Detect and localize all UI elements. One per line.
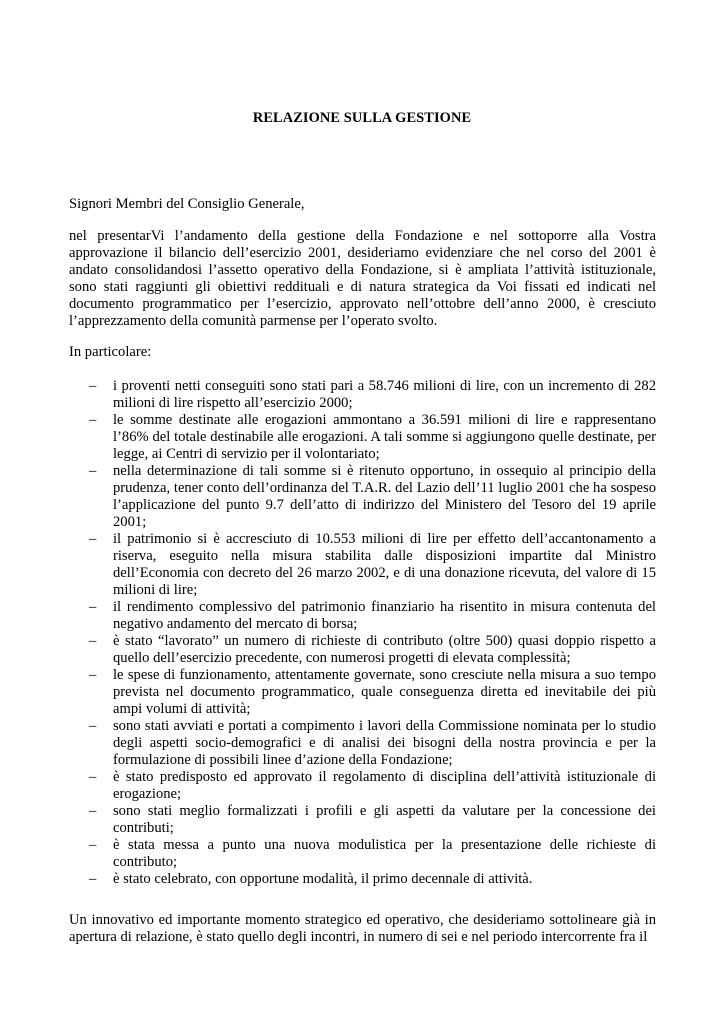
highlights-list xyxy=(69,378,656,888)
closing-paragraph: Un innovativo ed importante momento strategico ed operativo, che desideriamo sottolineare già in apertura di relazione, è stato quello degli incontri, in numero di sei e nel periodo intercorrente fra il xyxy=(69,912,656,945)
list-item-text: è stato predisposto ed approvato il regolamento di disciplina dell’attività istituzionale di erogazione; xyxy=(113,769,656,802)
list-item-text: le spese di funzionamento, attentamente governate, sono cresciute nella misura a suo tempo prevista nel documento programmatico, quale conseguenza diretta ed inevitabile dei più ampi volumi di attività; xyxy=(113,667,656,717)
list-item xyxy=(69,633,656,667)
dash-marker: – xyxy=(89,769,97,785)
list-item xyxy=(69,378,656,412)
document-title: RELAZIONE SULLA GESTIONE xyxy=(252,110,472,126)
list-item xyxy=(69,531,656,599)
list-lead-in: In particolare: xyxy=(69,344,152,360)
list-item xyxy=(69,412,656,463)
dash-marker: – xyxy=(89,871,97,887)
list-item xyxy=(69,463,656,531)
list-item-text: i proventi netti conseguiti sono stati pari a 58.746 milioni di lire, con un incremento di 282 milioni di lire rispetto all’esercizio 2000; xyxy=(113,378,656,411)
list-item xyxy=(69,599,656,633)
dash-marker: – xyxy=(89,378,97,394)
list-item-text: sono stati meglio formalizzati i profili e gli aspetti da valutare per la concessione dei contributi; xyxy=(113,803,656,836)
dash-marker: – xyxy=(89,633,97,649)
list-item-text: nella determinazione di tali somme si è ritenuto opportuno, in ossequio al principio della prudenza, tener conto dell’ordinanza del T.A.R. del Lazio dell’11 luglio 2001 che ha sospeso l’applicazione del punto 9.7 dell’atto di indirizzo del Ministero del Tesoro del 19 aprile 2001; xyxy=(113,463,656,530)
dash-marker: – xyxy=(89,412,97,428)
list-item xyxy=(69,871,656,888)
dash-marker: – xyxy=(89,599,97,615)
list-item-text: è stata messa a punto una nuova modulistica per la presentazione delle richieste di contributo; xyxy=(113,837,656,870)
list-item xyxy=(69,667,656,718)
list-item-text: il rendimento complessivo del patrimonio finanziario ha risentito in misura contenuta del negativo andamento del mercato di borsa; xyxy=(113,599,656,632)
dash-marker: – xyxy=(89,837,97,853)
dash-marker: – xyxy=(89,803,97,819)
list-item xyxy=(69,803,656,837)
list-item-text: le somme destinate alle erogazioni ammontano a 36.591 milioni di lire e rappresentano l’86% del totale destinabile alle erogazioni. A tali somme si aggiungono quelle destinate, per legge, ai Centri di servizio per il volontariato; xyxy=(113,412,656,462)
salutation: Signori Membri del Consiglio Generale, xyxy=(69,196,305,212)
list-item-text: sono stati avviati e portati a compimento i lavori della Commissione nominata per lo studio degli aspetti socio-demografici e di analisi dei bisogni della nostra provincia e per la formulazione di possibili linee d’azione della Fondazione; xyxy=(113,718,656,768)
dash-marker: – xyxy=(89,667,97,683)
list-item xyxy=(69,769,656,803)
dash-marker: – xyxy=(89,718,97,734)
intro-paragraph: nel presentarVi l’andamento della gestione della Fondazione e nel sottoporre alla Vostra approvazione il bilancio dell’esercizio 2001, desideriamo evidenziare che nel corso del 2001 è andato consolidandosi l’assetto operativo della Fondazione, si è ampliata l’attività istituzionale, sono stati raggiunti gli obiettivi reddituali e di natura strategica da Voi fissati ed indicati nel documento programmatico per l’esercizio, approvato nell’ottobre dell’anno 2000, è cresciuto l’apprezzamento della comunità parmense per l’operato svolto. xyxy=(69,228,656,329)
dash-marker: – xyxy=(89,531,97,547)
dash-marker: – xyxy=(89,463,97,479)
list-item-text: è stato celebrato, con opportune modalità, il primo decennale di attività. xyxy=(113,871,533,887)
list-item xyxy=(69,837,656,871)
list-item-text: è stato “lavorato” un numero di richieste di contributo (oltre 500) quasi doppio rispetto a quello dell’esercizio precedente, con numerosi progetti di elevata complessità; xyxy=(113,633,656,666)
list-item xyxy=(69,718,656,769)
list-item-text: il patrimonio si è accresciuto di 10.553 milioni di lire per effetto dell’accantonamento a riserva, eseguito nella misura stabilita dalle disposizioni impartite dal Ministro dell’Economia con decreto del 26 marzo 2002, e di una donazione ricevuta, del valore di 15 milioni di lire; xyxy=(113,531,656,598)
